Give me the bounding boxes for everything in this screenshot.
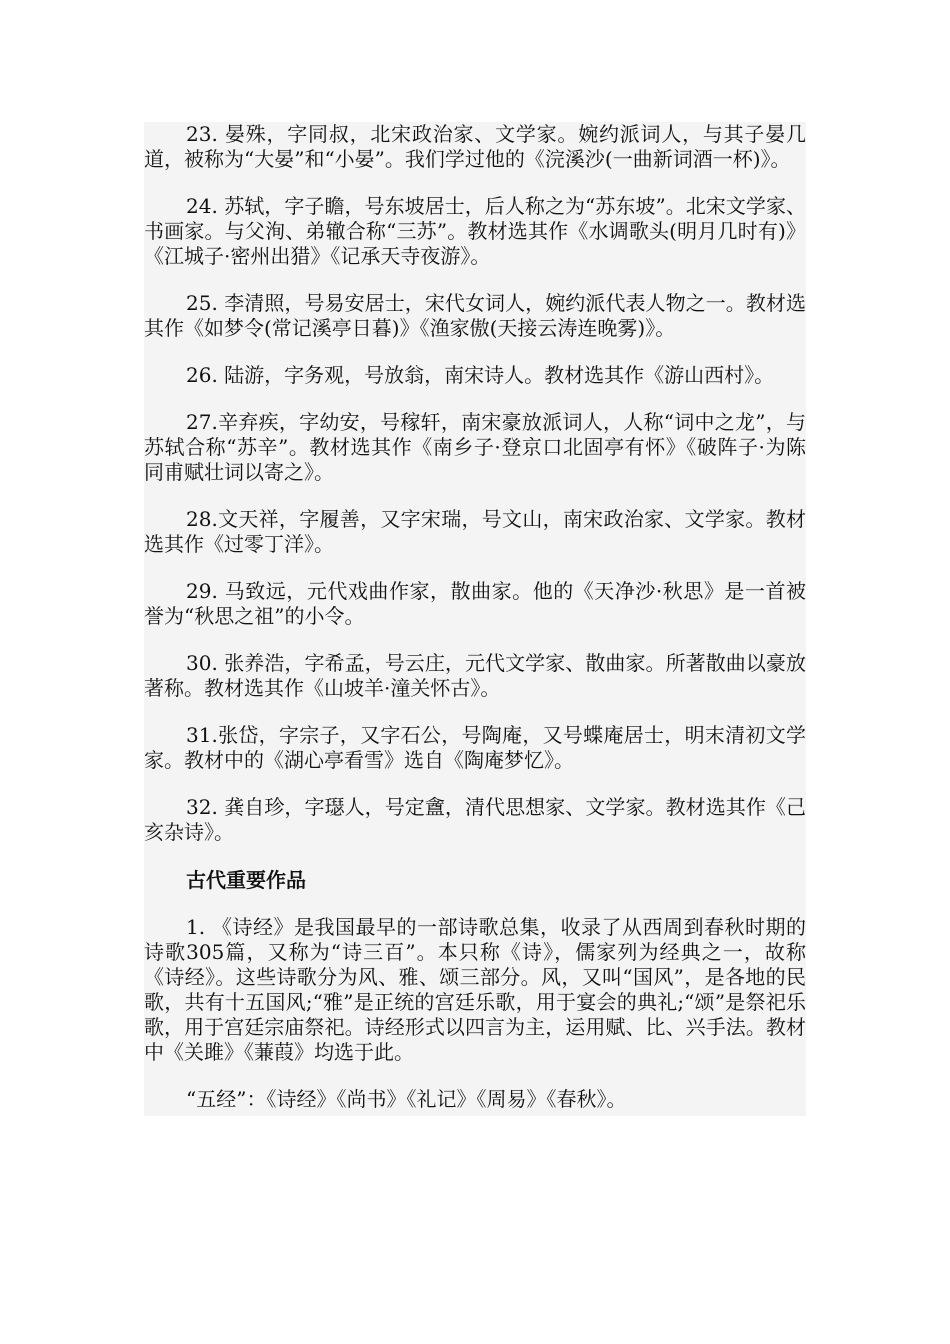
paragraph-gap bbox=[144, 485, 806, 507]
author-entry-31: 31.张岱，字宗子，又字石公，号陶庵，又号蝶庵居士，明末清初文学家。教材中的《湖心亭看雪》选自《陶庵梦忆》。 bbox=[144, 723, 806, 772]
paragraph-gap bbox=[144, 845, 806, 867]
paragraph-gap bbox=[144, 388, 806, 410]
paragraph-gap bbox=[144, 1065, 806, 1087]
document-body bbox=[144, 122, 806, 1116]
paragraph-gap bbox=[144, 701, 806, 723]
paragraph-gap bbox=[144, 172, 806, 194]
paragraph-gap bbox=[144, 269, 806, 291]
author-entry-28: 28.文天祥，字履善，又字宋瑞，号文山，南宋政治家、文学家。教材选其作《过零丁洋》。 bbox=[144, 507, 806, 556]
paragraph-gap bbox=[144, 341, 806, 363]
author-entry-29: 29. 马致远，元代戏曲作家，散曲家。他的《天净沙·秋思》是一首被誉为“秋思之祖”的小令。 bbox=[144, 579, 806, 628]
work-entry-wujing: “五经”：《诗经》《尚书》《礼记》《周易》《春秋》。 bbox=[186, 1087, 627, 1111]
author-entry-27: 27.辛弃疾，字幼安，号稼轩，南宋豪放派词人，人称“词中之龙”，与苏轼合称“苏辛”。教材选其作《南乡子·登京口北固亭有怀》《破阵子·为陈同甫赋壮词以寄之》。 bbox=[144, 410, 806, 484]
author-entry-32: 32. 龚自珍，字璱人，号定盦，清代思想家、文学家。教材选其作《己亥杂诗》。 bbox=[144, 795, 806, 844]
work-entry-shijing: 1. 《诗经》是我国最早的一部诗歌总集，收录了从西周到春秋时期的诗歌305篇，又称为“诗三百”。本只称《诗》，儒家列为经典之一，故称《诗经》。这些诗歌分为风、雅、颂三部分。风，又叫“国风”，是各地的民歌，共有十五国风;“雅”是正统的宫廷乐歌，用于宴会的典礼;“颂”是祭祀乐歌，用于宫廷宗庙祭祀。诗经形式以四言为主，运用赋、比、兴手法。教材中《关雎》《蒹葭》均选于此。 bbox=[144, 915, 806, 1064]
paragraph-gap bbox=[144, 557, 806, 579]
paragraph-gap bbox=[144, 629, 806, 651]
paragraph-gap bbox=[144, 773, 806, 795]
section-heading: 古代重要作品 bbox=[186, 868, 306, 892]
author-entry-25: 25. 李清照，号易安居士，宋代女词人，婉约派代表人物之一。教材选其作《如梦令(常记溪亭日暮)》《渔家傲(天接云涛连晚雾)》。 bbox=[144, 291, 806, 340]
author-entry-24: 24. 苏轼，字子瞻，号东坡居士，后人称之为“苏东坡”。北宋文学家、书画家。与父洵、弟辙合称“三苏”。教材选其作《水调歌头(明月几时有)》《江城子·密州出猎》《记承天寺夜游》。 bbox=[144, 194, 806, 268]
author-entry-30: 30. 张养浩，字希孟，号云庄，元代文学家、散曲家。所著散曲以豪放著称。教材选其作《山坡羊·潼关怀古》。 bbox=[144, 651, 806, 700]
paragraph-gap bbox=[144, 893, 806, 915]
author-entry-26: 26. 陆游，字务观，号放翁，南宋诗人。教材选其作《游山西村》。 bbox=[186, 363, 775, 387]
author-entry-23: 23. 晏殊，字同叔，北宋政治家、文学家。婉约派词人，与其子晏几道，被称为“大晏”和“小晏”。我们学过他的《浣溪沙(一曲新词酒一杯)》。 bbox=[144, 122, 806, 171]
